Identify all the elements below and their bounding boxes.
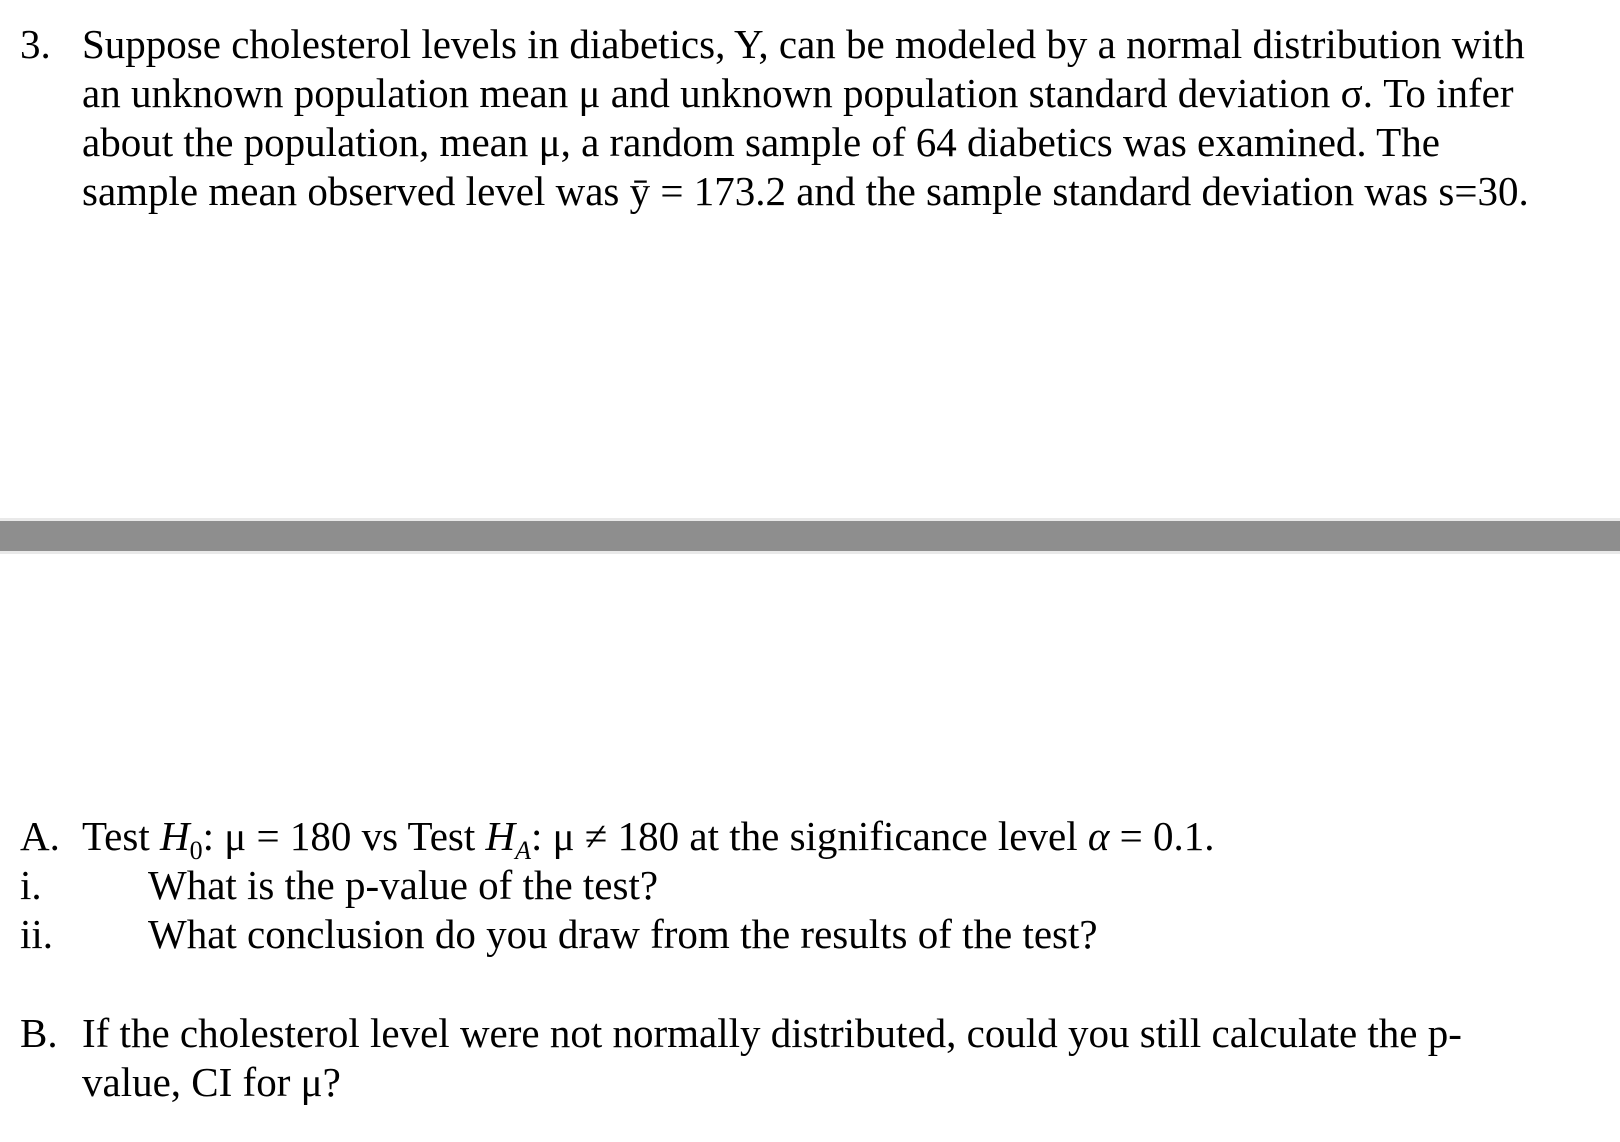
subquestion-i-text: What is the p-value of the test? (148, 862, 659, 908)
subquestion-ii-text: What conclusion do you draw from the results of the test? (148, 911, 1098, 957)
subquestion-i-label: i. (20, 862, 42, 908)
problem-line-2: an unknown population mean μ and unknown population standard deviation σ. To infer (82, 70, 1514, 116)
part-b (20, 1009, 1610, 1107)
problem-row (20, 20, 1610, 216)
section-divider (0, 518, 1620, 554)
alt-hypothesis-symbol: H (485, 813, 516, 859)
alpha-symbol: α (1087, 813, 1110, 859)
part-a-statement-row (20, 812, 1610, 866)
part-a-statement (82, 812, 1215, 866)
part-b-line-2: value, CI for μ? (82, 1059, 341, 1105)
problem-statement (82, 20, 1607, 216)
problem-line-1: Suppose cholesterol levels in diabetics, Y, can be modeled by a normal distribution with (82, 21, 1525, 67)
subquestion-ii (20, 910, 1610, 959)
part-b-indent (20, 1058, 82, 1107)
subquestion-ii-label: ii. (20, 911, 54, 957)
part-a-text-pre: Test (82, 813, 160, 859)
alt-hypothesis-subscript: A (515, 836, 532, 866)
part-b-row-1 (20, 1009, 1610, 1058)
problem-line-3: about the population, mean μ, a random sample of 64 diabetics was examined. The (82, 119, 1440, 165)
alpha-value: = 0.1. (1109, 813, 1215, 859)
part-a-label: A. (20, 813, 60, 859)
part-b-label: B. (20, 1010, 58, 1056)
problem-number: 3. (20, 21, 51, 67)
null-hypothesis-symbol: H (159, 813, 190, 859)
problem-line-4: sample mean observed level was ȳ = 173.2 and the sample standard deviation was s=30. (82, 168, 1529, 214)
null-hypothesis-subscript: 0 (189, 836, 203, 866)
alt-hypothesis-expression: : μ ≠ 180 at the significance level (531, 813, 1088, 859)
subquestion-i (20, 861, 1610, 910)
part-b-row-2 (20, 1058, 1610, 1107)
part-b-line-1: If the cholesterol level were not normally distributed, could you still calculate the p- (82, 1010, 1462, 1056)
problem-3 (20, 20, 1610, 216)
part-a (20, 812, 1610, 959)
null-hypothesis-expression: : μ = 180 vs Test (202, 813, 486, 859)
